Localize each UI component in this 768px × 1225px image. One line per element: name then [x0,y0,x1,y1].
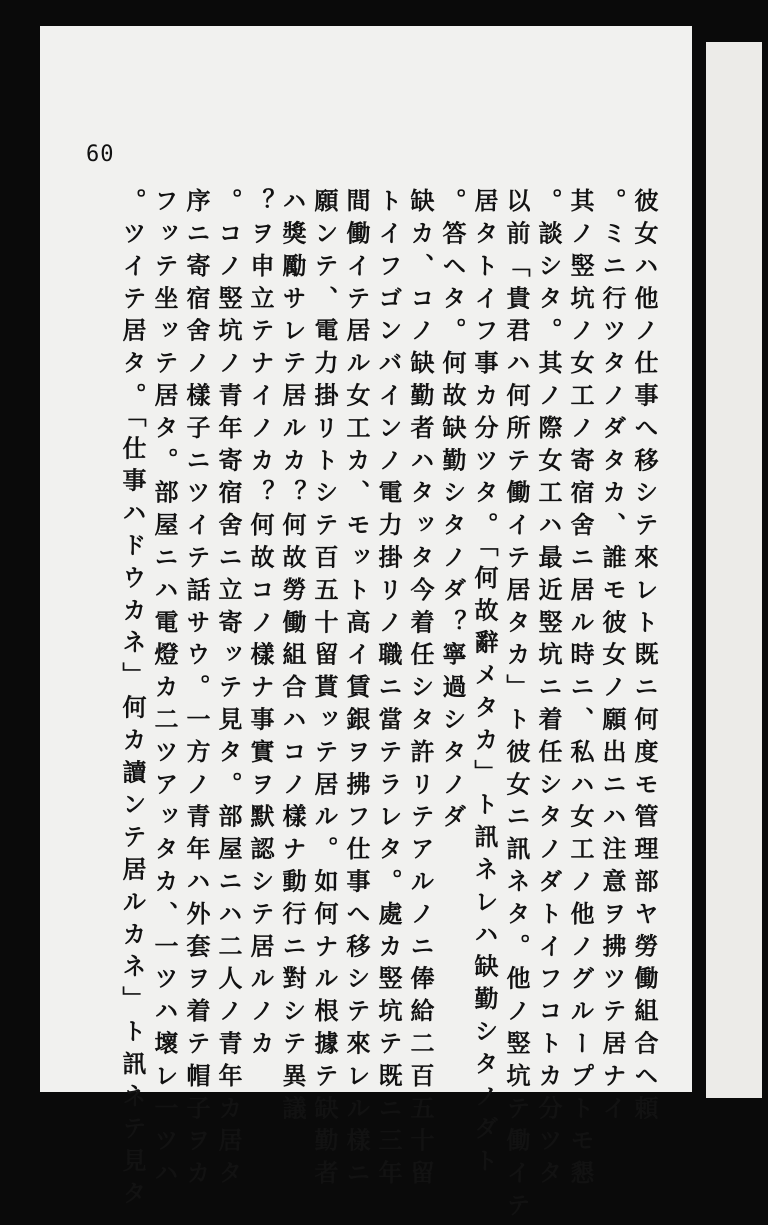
text-column-5: 以前「貴君ハ何所テ働イテ居タカ」ト彼女ニ訊ネタ。他ノ竪坑テ働イテ [502,188,531,1225]
adjacent-page-edge [706,42,762,1098]
text-column-8: 缺カ、コノ缺勤者ハタッタ今着任シタ許リテアルノニ俸給二百五十留 [406,188,435,1193]
text-column-9: トイフゴンバインノ電力掛リノ職ニ當テラレタ。處カ竪坑テ既ニ三年 [374,188,403,1193]
page-number: 60 [86,142,115,167]
text-column-13: ヲ申立テナイノカ？何故コノ樣ナ事實ヲ默認シテ居ルノカ？ [246,188,275,1063]
text-column-11: 願ンテ、電力掛リトシテ百五十留貰ッテ居ル。如何ナル根據テ缺勤者 [310,188,339,1193]
text-column-17: ツイテ居タ。「仕事ハドウカネ」何カ讀ンテ居ルカネ」ト訊ネテ見タ。 [118,188,147,1213]
text-column-4: 談シタ。其ノ際女工ハ最近竪坑ニ着任シタノダトイフコトカ分ツタ。 [534,188,563,1193]
text-column-6: 居タトイフ事カ分ツタ。「何故辭メタカ」ト訊ネレハ缺勤シタノダト [470,188,499,1181]
text-column-1: 彼女ハ他ノ仕事へ移シテ來レト既ニ何度モ管理部ヤ勞働組合ヘ頼 [630,188,659,1128]
text-column-3: 其ノ竪坑ノ女工ノ寄宿舍ニ居ル時ニ、私ハ女工ノ他ノグループトモ懇 [566,188,595,1193]
text-column-16: フッテ坐ッテ居タ。部屋ニハ電燈カ二ツアッタカ、一ツハ壞レ一ツハ [150,188,179,1193]
book-page [40,26,692,1225]
text-column-7: 答ヘタ。何故缺勤シタノダ？寧過シタノダ。 [438,188,467,837]
text-column-12: ハ獎勵サレテ居ルカ？何故勞働組合ハコノ樣ナ動行ニ對シテ異議 [278,188,307,1128]
text-column-15: 序ニ寄宿舍ノ樣子ニツイテ話サウ。一方ノ青年ハ外套ヲ着テ帽子ヲカ [182,188,211,1193]
text-column-10: 間働イテ居ル女工カ、モット高イ賃銀ヲ拂フ仕事へ移シテ來レル樣ニ [342,188,371,1193]
text-column-2: ミニ行ツタノダタカ、誰モ彼女ノ願出ニハ注意ヲ拂ツテ居ナイ。 [598,188,627,1128]
vertical-text-block [118,188,660,1225]
text-column-14: コノ竪坑ノ青年寄宿舍ニ立寄ッテ見タ。部屋ニハ二人ノ青年カ居タ。 [214,188,243,1193]
